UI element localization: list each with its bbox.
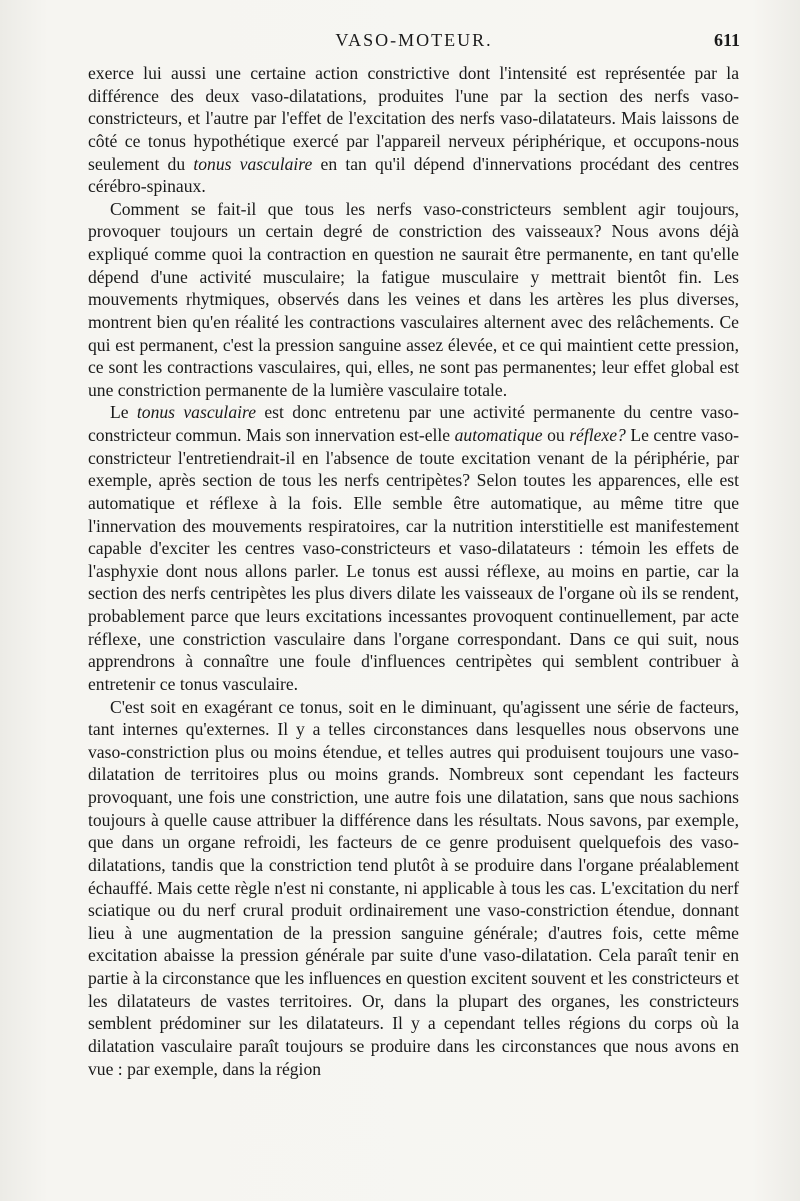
paragraph: [88, 696, 739, 1081]
page-header: [88, 30, 740, 56]
paragraph: [88, 62, 739, 198]
italic-term: tonus vasculaire: [136, 402, 257, 423]
text-run: Le centre vaso-constricteur l'entretiendrait-il en l'absence de toute excitation venant de la périphérie, par exemple, après section de tous les nerfs centripètes? Selon toutes les apparences, elle est automatique et réflexe à la fois. Elle semble être automatique, au même titre que l'innervation des mouvements respiratoires, car la nutrition interstitielle est manifestement capable d'exciter les centres vaso-constricteurs et vaso-dilatateurs : témoin les effets de l'asphyxie dont nous allons parler. Le tonus est aussi réflexe, au moins en partie, car la section des nerfs centripètes les plus divers dilate les vaisseaux de l'organe où ils se rendent, probablement parce que leurs excitations incessantes provoquent continuellement, par acte réflexe, une constriction vasculaire dans l'organe correspondant. Dans ce qui suit, nous apprendrons à connaître une foule d'influences centripètes qui semblent contribuer à entretenir ce tonus vasculaire.: [88, 425, 739, 694]
text-run: ou: [542, 425, 570, 445]
text-run: Le: [110, 402, 137, 423]
text-run: Comment se fait-il que tous les nerfs vaso-constricteurs semblent agir toujours, provoquer toujours un certain degré de constriction des vaisseaux? Nous avons déjà expliqué comme quoi la contraction en question ne saurait être permanente, en tant qu'elle dépend d'une activité musculaire; la fatigue musculaire y mettrait bientôt fin. Les mouvements rhytmiques, observés dans les veines et dans les artères les plus diverses, montrent bien qu'en réalité les contractions vasculaires alternent avec des relâchements. Ce qui est permanent, c'est la pression sanguine assez élevée, et ce qui maintient cette pression, ce sont les contractions vasculaires, qui, elles, ne sont pas permanentes; leur effet global est une constriction permanente de la lumière vasculaire totale.: [88, 198, 739, 400]
text-run: exerce lui aussi une certaine action constrictive dont l'intensité est représentée par la différence des deux vaso-dilatations, produites l'une par la section des nerfs vaso-constricteurs, et l'autre par l'effet de l'excitation des nerfs vaso-dilatateurs. Mais laissons de côté ce tonus hypothétique exercé par l'appareil nerveux périphérique, et occupons-nous seulement du: [88, 63, 739, 174]
page-number: 611: [713, 30, 740, 50]
italic-term: réflexe?: [569, 425, 626, 445]
italic-term: tonus vasculaire: [193, 153, 313, 174]
running-title: VASO-MOTEUR.: [335, 30, 493, 50]
italic-term: automatique: [454, 425, 543, 445]
paragraph: [88, 401, 739, 695]
paragraph: [88, 198, 739, 402]
text-run: C'est soit en exagérant ce tonus, soit en le diminuant, qu'agissent une série de facteurs, tant internes qu'externes. Il y a telles circonstances dans lesquelles nous observons une vaso-constriction plus ou moins étendue, et telles autres qui produisent toujours une vaso-dilatation de territoires plus ou moins grands. Nombreux sont cependant les facteurs provoquant, une fois une constriction, une autre fois une dilatation, sans que nous sachions toujours à quelle cause attribuer la différence dans les résultats. Nous savons, par exemple, que dans un organe refroidi, les facteurs de ce genre produisent quelquefois des vaso-dilatations, tandis que la constriction tend plutôt à se produire dans l'organe préalablement échauffé. Mais cette règle n'est ni constante, ni applicable à tous les cas. L'excitation du nerf sciatique ou du nerf crural produit ordinairement une vaso-constriction étendue, donnant lieu à une augmentation de la pression sanguine générale; d'autres fois, cette même excitation abaisse la pression générale par suite d'une vaso-dilatation. Cela paraît tenir en partie à la circonstance que les influences en question excitent souvent et les constricteurs et les dilatateurs de vastes territoires. Or, dans la plupart des organes, les constricteurs semblent prédominer sur les dilatateurs. Il y a cependant telles régions du corps où la dilatation vasculaire paraît toujours se produire dans les circonstances que nous avons en vue : par exemple, dans la région: [88, 696, 739, 1079]
text-run: en tan qu'il dépend d'innervations procédant des centres cérébro-spinaux.: [88, 153, 739, 197]
body-text: [88, 62, 739, 1080]
text-run: est donc entretenu par une activité permanente du centre vaso-constricteur commun. Mais son innervation est-elle: [88, 402, 739, 445]
